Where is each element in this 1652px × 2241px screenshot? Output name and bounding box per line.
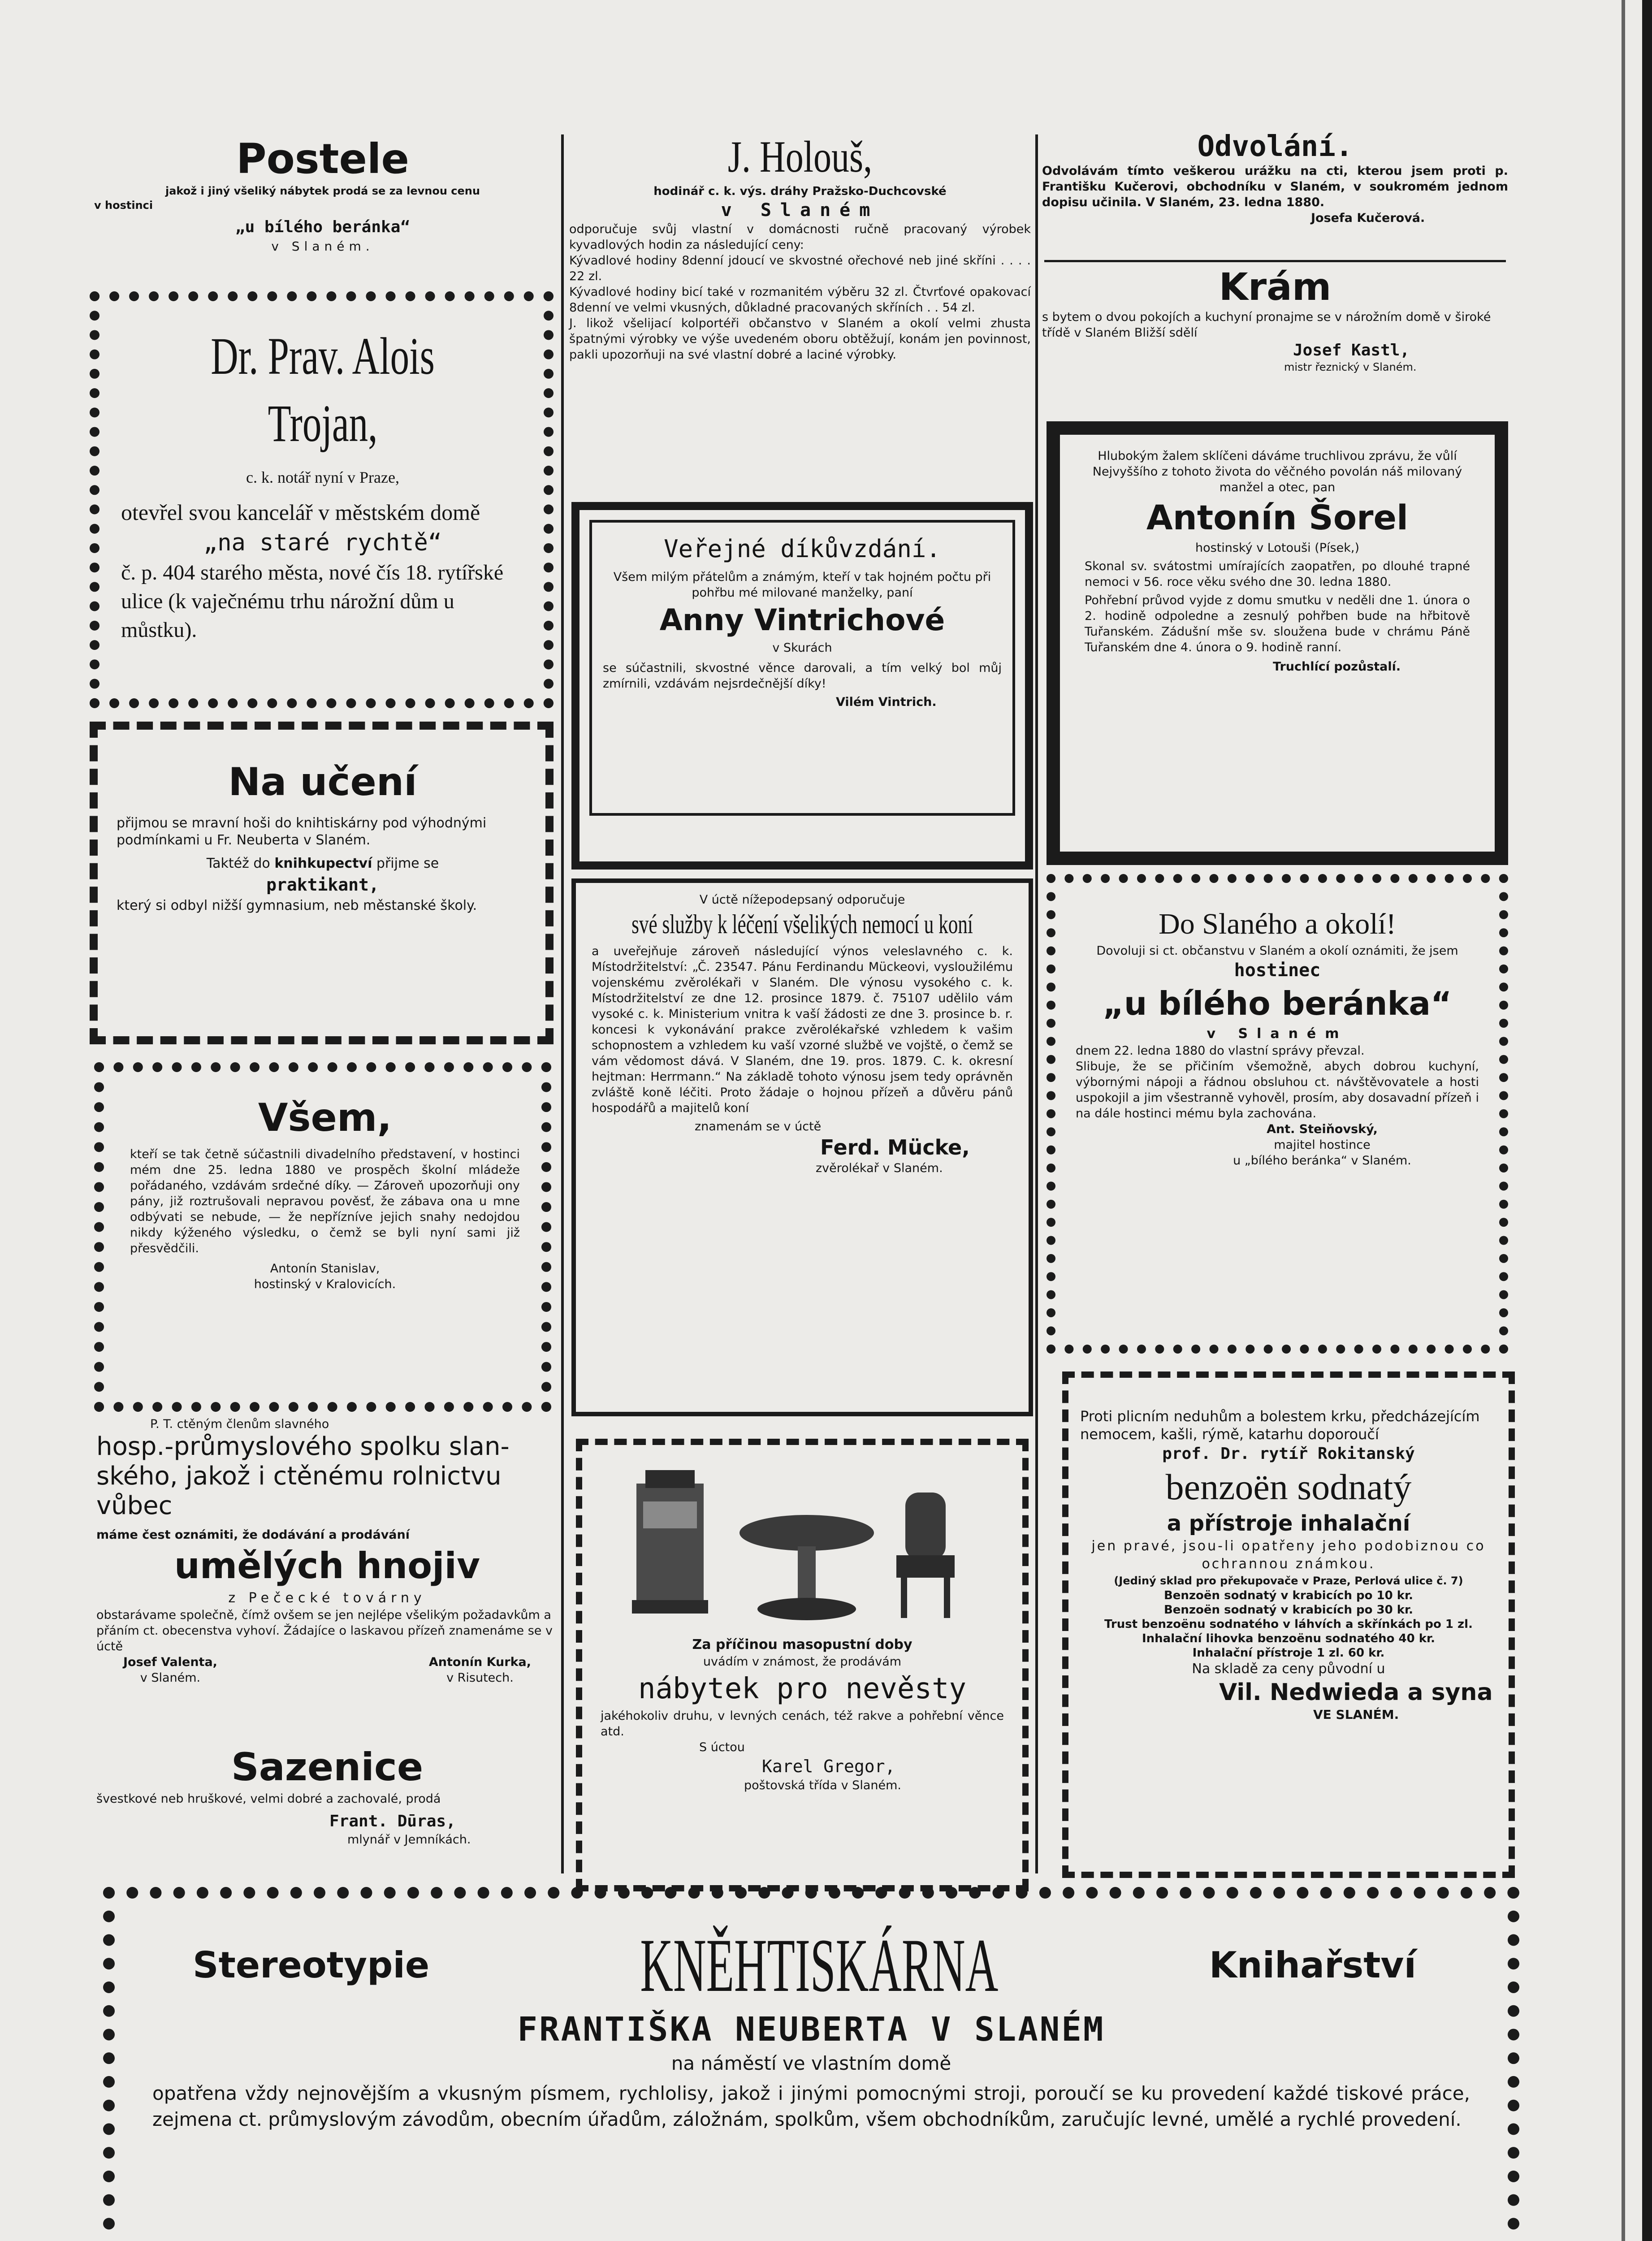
ad-signature: Antonín Stanislav, (270, 1262, 380, 1276)
ad-title: umělých hnojiv (174, 1545, 480, 1587)
ad-text: (Jediný sklad pro překupovače v Praze, Perlová ulice č. 7) (1114, 1575, 1463, 1587)
ad-position: praktikant, (266, 875, 379, 895)
ad-text: Pohřební průvod vyjde z domu smutku v neděli dne 1. února o 2. hodině odpoledne a zesnulý pohřben bude na hřbitově Tuřanském. Zádušní mše sv. sloužena bude v chrámu Páně Tuřanském dne 4. února o 9. hodině ranní. (1085, 593, 1470, 654)
ad-text: Slibuje, že se přičiním všemožně, abych dobrou kuchyní, výbornými nápoji a řádnou obsluhou ct. návštěvovatele a hosti uspokojil a jim všestranně vyhověl, prosím, aby dosavadní přízeň i na dále hostinci mému byla zachována. (1076, 1060, 1479, 1120)
ad-signature (123, 1654, 217, 1686)
ad-gregor (601, 1636, 1004, 1793)
ad-text: se súčastnili, skvostné věnce darovali, a tím velký bol můj zmírnili, vzdávám nejsrdečnější díky! (603, 661, 1002, 691)
ad-text: přijmou se mravní hoši do knihtiskárny pod výhodnými podmínkami u Fr. Neuberta v Slaném. (117, 815, 487, 848)
divider (1044, 260, 1506, 262)
ad-text: odporučuje svůj vlastní v domácnosti ručně pracovaný výrobek kyvadlových hodin za následující ceny: (569, 222, 1031, 252)
ad-signatures (96, 1654, 558, 1686)
ad-role: hostinský v Lotouši (Písek,) (1195, 541, 1359, 555)
signature-place: v Risutech. (446, 1671, 514, 1685)
ad-text: s bytem o dvou pokojích a kuchyní pronajme se v nárožním domě v široké třídě v Slaném Bližší sdělí (1042, 310, 1491, 340)
ad-text: Dovoluji si ct. občanstvu v Slaném a okolí oznámiti, že jsem (1096, 944, 1458, 958)
ad-hnojiv (96, 1416, 558, 1686)
ad-title: Odvolání. (1197, 130, 1353, 163)
ad-text: Odvolávám tímto veškerou urážku na cti, kterou jsem proti p. Františku Kučerovi, obchodníku v Slaném, v soukromém jednom dopisu učinila. V Slaném, 23. ledna 1880. (1042, 164, 1508, 209)
ad-heading: hosp.-průmyslového spolku slanského, jakož i ctěnému rolnictvu vůbec (96, 1432, 510, 1520)
ad-text: Za příčinou masopustní doby (692, 1637, 912, 1653)
ad-subtitle: z Pečecké továrny (228, 1590, 426, 1606)
ad-title: Do Slaného a okolí! (1159, 908, 1396, 940)
ad-text: P. T. ctěným členům slavného (150, 1417, 329, 1431)
ad-price-row: Kývadlové hodiny 8denní jdoucí ve skvostné ořechové neb jiné skříni . . . . 22 zl. (569, 254, 1031, 283)
ad-subtitle: hodinář c. k. výs. dráhy Pražsko-Duchcovské (653, 185, 947, 198)
furniture-illustration (601, 1466, 1004, 1631)
ad-town: v Slaném (721, 200, 879, 221)
ad-text: jakéhokoliv druhu, v levných cenách, též rakve a pohřební věnce atd. (601, 1709, 1004, 1739)
ad-signature (429, 1654, 531, 1686)
ad-signature: Vil. Nedwieda a syna (1219, 1679, 1493, 1706)
ad-text: J. likož všelijací kolportéři občanstvo v Slaném a okolí velmi zhusta špatnými výrobky ve výše uvedeném oboru obtěžují, konám jen povinnost, pakli upozorňuji na své vlastní dobré a laciné výrobky. (569, 316, 1031, 362)
banner-place: na náměstí ve vlastním domě (671, 2052, 951, 2074)
ad-text: Všem milým přátelům a známým, kteří v tak hojném počtu při pohřbu mé milované manželky, paní (613, 570, 991, 600)
page-edge (1642, 0, 1652, 2241)
ad-signature: Josef Kastl, (1293, 341, 1410, 359)
ad-mucke (592, 892, 1013, 1176)
signature-name: Antonín Kurka, (428, 1655, 531, 1669)
ad-signature: zvěrolékař v Slaném. (816, 1161, 943, 1175)
page-edge-shadow (1622, 0, 1625, 2241)
banner-text: opatřena vždy nejnovějším a vkusným písmem, rychlolisy, jakož i jinými pomocnými stroji, poroučí se ku provedení každé tiskové práce, zejmena ct. průmyslovým závodům, obecním úřadům, záložnám, spolkům, všem obchodníkům, zaručujíc levné, umělé a rychlé provedení. (152, 2082, 1470, 2130)
ad-text: máme čest oznámiti, že dodávání a prodávání (96, 1528, 410, 1542)
ad-text: Na skladě za ceny původní u (1192, 1661, 1385, 1677)
ad-price-row: Kývadlové hodiny bicí také v rozmanitém výběru 32 zl. Čtvrťové opakovací 8denní ve velmi vkusných, důkladné pracovaných skříních . . 54 zl. (569, 285, 1031, 315)
ad-text: jakož i jiný všeliký nábytek prodá se za levnou cenu (165, 185, 480, 197)
ad-postele (90, 134, 556, 255)
ad-signature: Vilém Vintrich. (836, 695, 937, 709)
ad-signature: Karel Gregor, (762, 1756, 895, 1776)
ad-title: Krám (1219, 265, 1332, 309)
ad-text: č. p. 404 starého města, nové čís 18. rytířské ulice (k vaječnému trhu nárožní dům u můstku). (121, 561, 504, 642)
banner-title: KNĚHTISKÁRNA (640, 1923, 999, 2007)
ad-house: „na staré rychtě“ (203, 529, 442, 556)
ad-title: benzoën sodnatý (1165, 1467, 1412, 1507)
ad-name: „u bílého beránka“ (1103, 985, 1452, 1022)
banner-owner: FRANTIŠKA NEUBERTA V SLANÉM (517, 2010, 1105, 2049)
ad-text: obstarávame společně, čímž ovšem se jen nejlépe všelikým požadavkům a přáním ct. obecenstva vyhoví. Žádajíce o laskavou přízeň znamenáme se v úctě (96, 1608, 553, 1653)
ad-text: a uveřejňuje zároveň následující výnos veleslavného c. k. Místodržitelství: „Č. 23547. Pánu Ferdinandu Mückeovi, vysloužilému vojenskému zvěrolékaři v Slaném. Dle výnosu vysokého c. k. Místodržitelství ze dne 12. prosince 1879. č. 75107 udělilo vám vysoké c. k. Ministerium vnitra k vaší žádosti ze dne 3. prosince b. r. koncesi k vykonávání prakce zvěrolékařské vzhledem k vašim schopnostem a vzhledem ku vaší vzorné službě ve vojště, o čemž se vám vědomost dává. V Slaném, dne 19. pros. 1879. C. k. okresní hejtman: Herrmann.“ Na základě tohoto výnosu jsem tedy oprávněn zvláště koně léčiti. Proto žádaje o hojnou přízeň a důvěru pánů hospodářů a majitelů koní (592, 944, 1013, 1115)
ad-subtitle: c. k. notář nyní v Praze, (246, 468, 399, 486)
ad-text: Skonal sv. svátostmi umírajících zaopatřen, po dlouhé trapné nemoci v 56. roce věku svého dne 30. ledna 1880. (1085, 559, 1470, 589)
ad-title: své služby k léčení všelikých nemocí u koní (631, 909, 973, 939)
ad-town: v Slaném. (271, 239, 374, 254)
ad-text: švestkové neb hruškové, velmi dobré a zachovalé, prodá (96, 1792, 441, 1806)
ad-signature: mlynář v Jemníkách. (347, 1833, 471, 1847)
ad-holous (569, 130, 1031, 363)
ad-odvolani (1042, 130, 1508, 226)
ad-title: Postele (236, 135, 409, 183)
furniture-icon (601, 1466, 1004, 1631)
ad-subtitle: a přístroje inhalační (1167, 1511, 1410, 1536)
price-line: Benzoën sodnatý v krabicích po 30 kr. (1163, 1603, 1414, 1617)
price-line: Inhalační přístroje 1 zl. 60 kr. (1192, 1646, 1385, 1660)
ad-text: S úctou (699, 1740, 745, 1754)
ad-title: Veřejné díkůvzdání. (664, 535, 941, 563)
ad-title: nábytek pro nevěsty (638, 1672, 967, 1705)
ad-place: „u bílého beránka“ (235, 218, 411, 236)
ad-signature: Frant. Dūras, (329, 1812, 456, 1830)
ad-title: Všem, (258, 1095, 392, 1140)
ad-text: uvádím v známost, že prodávám (703, 1655, 902, 1669)
banner-header (134, 1923, 1488, 2008)
ad-text: Proti plicním neduhům a bolestem krku, předcházejícím nemocem, kašli, rýmě, katarhu doporoučí (1080, 1408, 1480, 1443)
ad-label: hostinec (1234, 960, 1321, 981)
ad-signature: u „bílého beránka“ v Slaném. (1233, 1154, 1411, 1168)
ad-signature: Truchlící pozůstalí. (1273, 660, 1401, 674)
ad-text: znamenám se v úctě (695, 1120, 822, 1133)
ad-signature: Josefa Kučerová. (1311, 211, 1425, 225)
ad-trojan (121, 323, 524, 645)
ad-text: jen pravé, jsou-li opatřeny jeho podobiznou co ochrannou známkou. (1091, 1538, 1486, 1572)
ad-sorel (1085, 448, 1470, 675)
ad-text-part: knihkupectví (274, 856, 372, 871)
column-rule (561, 134, 564, 1873)
ad-text: kteří se tak četně súčastnili divadelního představení, v hostinci mém dne 25. ledna 1880 ve prospěch školní mládeže pořádaného, vzdávám srdečné díky. — Zároveň upozorňuji ony pány, již roztrušovali nepravou pověsť, že zábava ona u mne odbývati se nebude, — že nepřízníve jejich snahy nedojdou nikdy kýženého výsledku, o čemž se byli nyní sami již přesvědčili. (130, 1147, 520, 1255)
ad-uceni (117, 757, 529, 914)
ad-title: Na učení (228, 760, 417, 805)
banner-left: Stereotypie (193, 1944, 430, 1986)
ad-text: který si odbyl nižší gymnasium, neb městanské školy. (117, 898, 477, 913)
ad-name: Antonín Šorel (1146, 498, 1409, 537)
price-line: Trust benzoënu sodnatého v láhvích a skřínkách po 1 zl. (1104, 1618, 1473, 1631)
signature-name: Josef Valenta, (123, 1655, 217, 1669)
ad-text: Hlubokým žalem sklíčeni dáváme truchlivou zprávu, že vůlí Nejvyššího z tohoto života do věčného povolán náš milovaný manžel a otec, pan (1092, 449, 1462, 494)
signature-place: v Slaném. (140, 1671, 201, 1685)
ad-place: v Skurách (772, 641, 832, 655)
ad-text: otevřel svou kancelář v městském domě (121, 500, 480, 525)
ad-text-part: Taktéž do (206, 856, 270, 871)
ad-text: dnem 22. ledna 1880 do vlastní správy převzal. (1076, 1044, 1365, 1058)
ad-knihtiskarna (134, 1923, 1488, 2133)
price-line: Inhalační lihovka benzoënu sodnatého 40 kr. (1142, 1632, 1436, 1645)
ad-vintrich (603, 533, 1002, 710)
ad-title: Dr. Prav. Alois Trojan, (211, 327, 435, 453)
price-line: Benzoën sodnatý v krabicích po 10 kr. (1163, 1589, 1414, 1602)
ad-text (117, 855, 529, 872)
ad-vsem (130, 1094, 520, 1292)
ad-signature: Ant. Steiňovský, (1267, 1122, 1378, 1136)
ad-text: V úctě nížepodepsaný odporučuje (699, 893, 905, 907)
ad-subtitle: prof. Dr. rytíř Rokitanský (1162, 1445, 1415, 1463)
ad-signature: poštovská třída v Slaném. (744, 1778, 901, 1792)
ad-signature: Ferd. Mücke, (820, 1135, 970, 1159)
ad-beranek (1076, 905, 1479, 1168)
column-rule (1035, 134, 1038, 1873)
ad-town: v Slaném (1207, 1026, 1348, 1042)
banner-right: Knihařství (1209, 1944, 1416, 1986)
ad-name: Anny Vintrichové (659, 603, 945, 637)
ad-signature: majitel hostince (1274, 1138, 1371, 1152)
ad-text: v hostinci (94, 199, 153, 212)
ad-title: Sazenice (231, 1745, 424, 1790)
ad-sazenice (96, 1743, 558, 1847)
ad-signature: VE SLANÉM. (1313, 1707, 1399, 1722)
ad-title: J. Holouš, (727, 132, 873, 182)
ad-text-part: přijme se (376, 856, 439, 871)
ad-kram (1042, 264, 1508, 374)
ad-signature: mistr řeznický v Slaném. (1284, 361, 1417, 373)
ad-signature: hostinský v Kralovicích. (254, 1277, 396, 1291)
ad-benzoen (1080, 1407, 1497, 1723)
